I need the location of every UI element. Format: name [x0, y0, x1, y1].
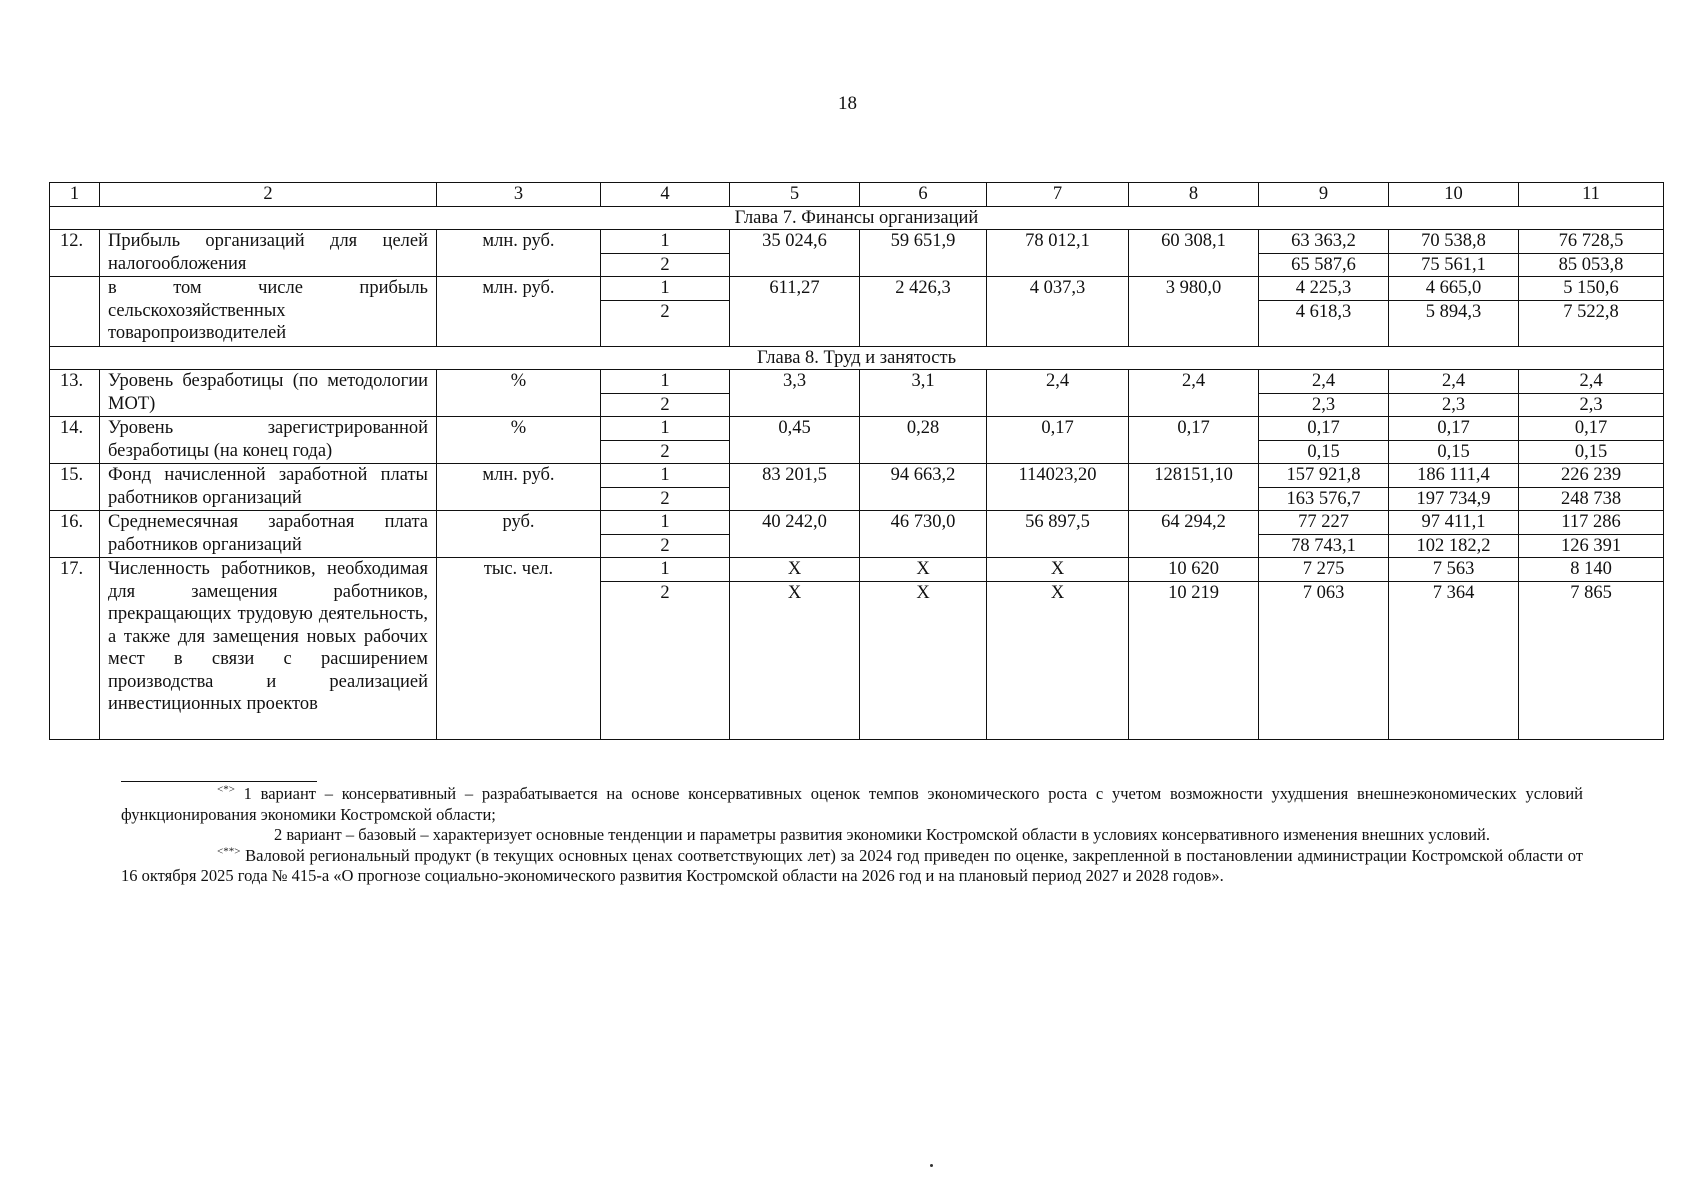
indicator-name: Среднемесячная заработная плата работников организаций	[100, 511, 437, 558]
row-number: 12.	[50, 230, 100, 277]
variant-cell: 1	[601, 230, 730, 254]
value-cell: 3,1	[860, 370, 987, 417]
header-cell: 10	[1389, 183, 1519, 207]
header-cell: 4	[601, 183, 730, 207]
value-cell: 157 921,8	[1259, 464, 1389, 488]
value-cell: 248 738	[1519, 487, 1664, 511]
value-cell: 78 012,1	[987, 230, 1129, 277]
value-cell: 78 743,1	[1259, 534, 1389, 558]
value-cell: X	[987, 581, 1129, 739]
value-cell: X	[730, 558, 860, 582]
header-cell: 11	[1519, 183, 1664, 207]
unit-cell: млн. руб.	[437, 230, 601, 277]
footnote-text: 1 вариант – консервативный – разрабатывается на основе консервативных оценок темпов экономического роста с учетом возможности ухудшения внешнеэкономических условий функционирования экономики Костромской области;	[121, 784, 1583, 824]
value-cell: 2,3	[1259, 393, 1389, 417]
indicator-name: Уровень безработицы (по методологии МОТ)	[100, 370, 437, 417]
value-cell: 2,4	[1389, 370, 1519, 394]
value-cell: 7 364	[1389, 581, 1519, 739]
value-cell: 0,17	[987, 417, 1129, 464]
value-cell: X	[860, 558, 987, 582]
header-cell: 7	[987, 183, 1129, 207]
value-cell: 0,17	[1259, 417, 1389, 441]
unit-cell: %	[437, 370, 601, 417]
chapter-title: Глава 8. Труд и занятость	[50, 346, 1664, 370]
footnote-mark: <*>	[217, 783, 235, 796]
row-number: 13.	[50, 370, 100, 417]
variant-cell: 1	[601, 277, 730, 301]
value-cell: 0,45	[730, 417, 860, 464]
value-cell: 2,4	[1259, 370, 1389, 394]
value-cell: 10 219	[1129, 581, 1259, 739]
value-cell: 226 239	[1519, 464, 1664, 488]
table-row	[50, 370, 1664, 394]
header-cell: 9	[1259, 183, 1389, 207]
value-cell: 60 308,1	[1129, 230, 1259, 277]
value-cell: 65 587,6	[1259, 253, 1389, 277]
variant-cell: 2	[601, 581, 730, 739]
chapter-title: Глава 7. Финансы организаций	[50, 206, 1664, 230]
variant-cell: 2	[601, 534, 730, 558]
footnote-1	[121, 784, 1583, 825]
value-cell: 114023,20	[987, 464, 1129, 511]
table-row	[50, 511, 1664, 535]
value-cell: 0,15	[1389, 440, 1519, 464]
value-cell: 117 286	[1519, 511, 1664, 535]
variant-cell: 1	[601, 464, 730, 488]
value-cell: 4 225,3	[1259, 277, 1389, 301]
value-cell: 3 980,0	[1129, 277, 1259, 347]
value-cell: 611,27	[730, 277, 860, 347]
table-row	[50, 230, 1664, 254]
value-cell: 5 894,3	[1389, 300, 1519, 346]
variant-cell: 2	[601, 393, 730, 417]
page-number: 18	[838, 93, 857, 114]
value-cell: 2 426,3	[860, 277, 987, 347]
value-cell: 5 150,6	[1519, 277, 1664, 301]
indicator-name: Прибыль организаций для целей налогообложения	[100, 230, 437, 277]
variant-cell: 2	[601, 300, 730, 346]
header-cell: 6	[860, 183, 987, 207]
value-cell: 0,17	[1389, 417, 1519, 441]
value-cell: X	[730, 581, 860, 739]
row-number: 17.	[50, 558, 100, 740]
value-cell: 7 275	[1259, 558, 1389, 582]
value-cell: 2,3	[1389, 393, 1519, 417]
value-cell: 7 563	[1389, 558, 1519, 582]
variant-cell: 2	[601, 440, 730, 464]
value-cell: 2,3	[1519, 393, 1664, 417]
value-cell: 0,15	[1519, 440, 1664, 464]
value-cell: 163 576,7	[1259, 487, 1389, 511]
table-row	[50, 277, 1664, 301]
value-cell: 186 111,4	[1389, 464, 1519, 488]
indicator-name: Уровень зарегистрированной безработицы (на конец года)	[100, 417, 437, 464]
value-cell: 102 182,2	[1389, 534, 1519, 558]
table-header-row	[50, 183, 1664, 207]
indicator-name: Фонд начисленной заработной платы работников организаций	[100, 464, 437, 511]
value-cell: 8 140	[1519, 558, 1664, 582]
table-row	[50, 417, 1664, 441]
row-number: 14.	[50, 417, 100, 464]
header-cell: 5	[730, 183, 860, 207]
forecast-table	[49, 182, 1664, 740]
footnotes	[121, 781, 1583, 887]
value-cell: X	[860, 581, 987, 739]
footnote-text: Валовой региональный продукт (в текущих основных ценах соответствующих лет) за 2024 год приведен по оценке, закрепленной в постановлении администрации Костромской области от 16 октября 2025 года № 415-а «О прогнозе социально-экономического развития Костромской области на 2026 год и на плановый период 2027 и 2028 годов».	[121, 845, 1584, 885]
value-cell: X	[987, 558, 1129, 582]
value-cell: 128151,10	[1129, 464, 1259, 511]
value-cell: 10 620	[1129, 558, 1259, 582]
header-cell: 1	[50, 183, 100, 207]
footnote-2	[121, 825, 1583, 846]
value-cell: 7 063	[1259, 581, 1389, 739]
row-number: 16.	[50, 511, 100, 558]
footnote-mark: <**>	[217, 845, 241, 857]
unit-cell: тыс. чел.	[437, 558, 601, 740]
variant-cell: 1	[601, 370, 730, 394]
value-cell: 83 201,5	[730, 464, 860, 511]
value-cell: 85 053,8	[1519, 253, 1664, 277]
footnote-separator	[121, 781, 317, 782]
header-cell: 3	[437, 183, 601, 207]
value-cell: 7 522,8	[1519, 300, 1664, 346]
unit-cell: руб.	[437, 511, 601, 558]
variant-cell: 1	[601, 511, 730, 535]
value-cell: 2,4	[1129, 370, 1259, 417]
unit-cell: млн. руб.	[437, 277, 601, 347]
value-cell: 126 391	[1519, 534, 1664, 558]
value-cell: 0,17	[1519, 417, 1664, 441]
value-cell: 0,28	[860, 417, 987, 464]
variant-cell: 1	[601, 558, 730, 582]
value-cell: 97 411,1	[1389, 511, 1519, 535]
footnote-3	[121, 846, 1583, 887]
chapter-row	[50, 346, 1664, 370]
header-cell: 8	[1129, 183, 1259, 207]
value-cell: 59 651,9	[860, 230, 987, 277]
value-cell: 197 734,9	[1389, 487, 1519, 511]
row-number: 15.	[50, 464, 100, 511]
value-cell: 4 037,3	[987, 277, 1129, 347]
value-cell: 35 024,6	[730, 230, 860, 277]
value-cell: 56 897,5	[987, 511, 1129, 558]
value-cell: 0,17	[1129, 417, 1259, 464]
variant-cell: 2	[601, 487, 730, 511]
value-cell: 64 294,2	[1129, 511, 1259, 558]
value-cell: 63 363,2	[1259, 230, 1389, 254]
row-number	[50, 277, 100, 347]
unit-cell: %	[437, 417, 601, 464]
value-cell: 3,3	[730, 370, 860, 417]
value-cell: 94 663,2	[860, 464, 987, 511]
footnote-text: 2 вариант – базовый – характеризует основные тенденции и параметры развития экономики Костромской области в условиях консервативного изменения внешних условий.	[273, 825, 1491, 844]
value-cell: 2,4	[987, 370, 1129, 417]
value-cell: 76 728,5	[1519, 230, 1664, 254]
value-cell: 0,15	[1259, 440, 1389, 464]
value-cell: 46 730,0	[860, 511, 987, 558]
variant-cell: 1	[601, 417, 730, 441]
value-cell: 2,4	[1519, 370, 1664, 394]
value-cell: 4 618,3	[1259, 300, 1389, 346]
unit-cell: млн. руб.	[437, 464, 601, 511]
value-cell: 70 538,8	[1389, 230, 1519, 254]
variant-cell: 2	[601, 253, 730, 277]
table-row	[50, 558, 1664, 582]
value-cell: 75 561,1	[1389, 253, 1519, 277]
scan-dot	[930, 1164, 933, 1167]
indicator-name: Численность работников, необходимая для замещения работников, прекращающих трудовую деятельность, а также для замещения новых рабочих мест в связи с расширением производства и реализацией инвестиционных проектов	[100, 558, 437, 740]
value-cell: 4 665,0	[1389, 277, 1519, 301]
value-cell: 77 227	[1259, 511, 1389, 535]
value-cell: 40 242,0	[730, 511, 860, 558]
indicator-name: в том числе прибыль сельскохозяйственных товаропроизводителей	[100, 277, 437, 347]
table-row	[50, 464, 1664, 488]
value-cell: 7 865	[1519, 581, 1664, 739]
header-cell: 2	[100, 183, 437, 207]
chapter-row	[50, 206, 1664, 230]
